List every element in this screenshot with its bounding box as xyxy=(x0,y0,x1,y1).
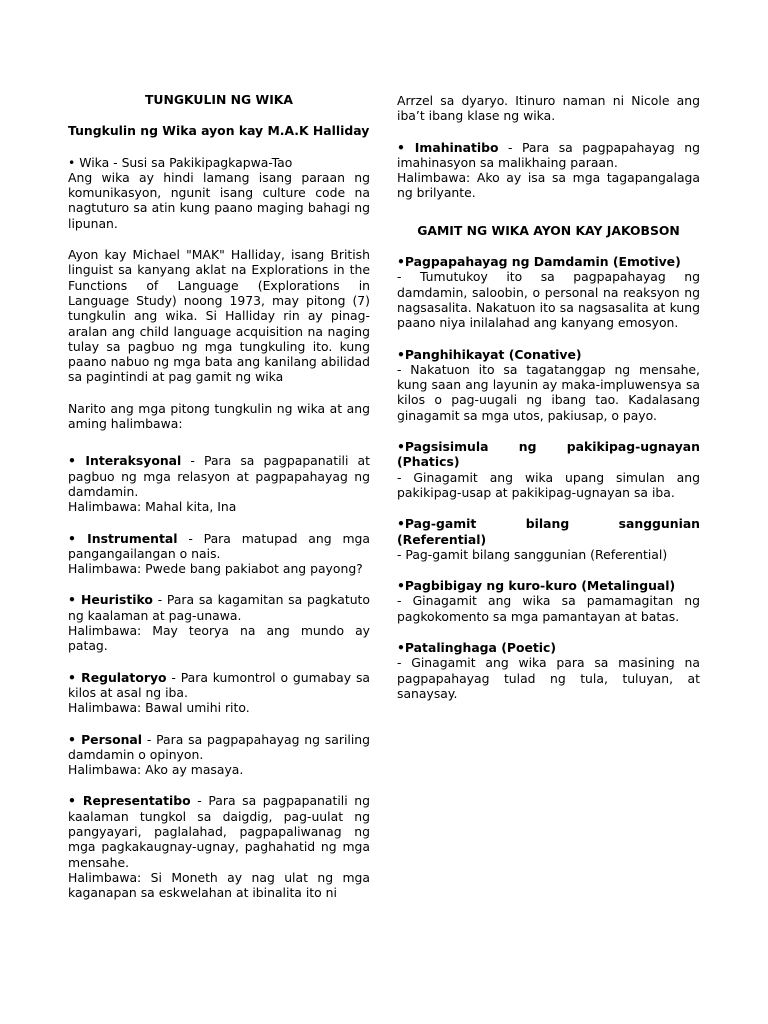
list-item-referential xyxy=(397,516,700,562)
term-example: Halimbawa: Ako ay masaya. xyxy=(68,762,244,778)
list-item-instrumental xyxy=(68,531,370,577)
term-label: • Imahinatibo xyxy=(397,139,499,155)
list-item-interaksyonal xyxy=(68,453,370,514)
term-example: Halimbawa: Si Moneth ay nag ulat ng mga kaganapan sa eskwelahan at ibinalita ito ni xyxy=(68,869,370,901)
section-subtitle: Tungkulin ng Wika ayon kay M.A.K Halliday xyxy=(68,123,370,139)
list-item-phatics xyxy=(397,439,700,500)
list-item-metalingual xyxy=(397,578,700,624)
key-bullet: • Wika - Susi sa Pakikipagkapwa-Tao xyxy=(68,154,293,170)
term-description: - Para kumontrol o gumabay sa kilos at asal ng iba. xyxy=(68,669,370,700)
term-label: •Pagbibigay ng kuro-kuro (Metalingual) xyxy=(397,578,676,594)
term-description: - Ginagamit ang wika para sa masining na pagpapahayag tulad ng tula, tuluyan, at sanaysay. xyxy=(397,655,700,701)
intro-paragraph: Ang wika ay hindi lamang isang paraan ng komunikasyon, ngunit isang culture code na nagtuturo sa atin kung paano maging bahagi ng lipunan. xyxy=(68,169,370,231)
halliday-paragraph: Ayon kay Michael "MAK" Halliday, isang British linguist sa kanyang aklat na Explorations in the Functions of Language (Explorations in Language Study) noong 1973, may pitong (7) tungkulin ang wika. Si Halliday rin ay pinag-aralan ang child language acquisition na naging tulay sa pagbuo ng mga tungkuling ito. kung paano nabuo ng mga bata ang kanilang abilidad sa pagintindi at pag gamit ng wika xyxy=(68,247,370,385)
list-item-imahinatibo xyxy=(397,140,700,201)
list-item-heuristiko xyxy=(68,592,370,653)
term-description: - Ginagamit ang wika upang simulan ang pakikipag-usap at pakikipag-ugnayan sa iba. xyxy=(397,469,700,500)
term-description: - Nakatuon ito sa tagatanggap ng mensahe, kung saan ang layunin ay maka-impluwensya sa kilos o pag-uugali ng ibang tao. Kadalasang ginagamit sa mga utos, pakiusap, o payo. xyxy=(397,361,700,423)
term-description: - Para sa pagpapahayag ng sariling damdamin o opinyon. xyxy=(68,731,370,762)
term-label: • Heuristiko xyxy=(68,592,153,608)
term-example: Halimbawa: May teorya na ang mundo ay patag. xyxy=(68,623,370,654)
term-label: • Regulatoryo xyxy=(68,669,167,685)
list-item-regulatoryo xyxy=(68,670,370,716)
term-label: • Representatibo xyxy=(68,793,191,809)
term-label: • Interaksyonal xyxy=(68,453,182,469)
list-item-emotive xyxy=(397,254,700,330)
term-description: - Para sa kagamitan sa pagkatuto ng kaalaman at pag-unawa. xyxy=(68,592,370,623)
term-label: •Pagpapahayag ng Damdamin (Emotive) xyxy=(397,254,681,270)
term-description: - Para sa pagpapanatili at pagbuo ng mga relasyon at pagpapahayag ng damdamin. xyxy=(68,453,370,499)
term-description: - Tumutukoy ito sa pagpapahayag ng damdamin, saloobin, o personal na reaksyon ng nagsasalita. Nakatuon ito sa nagsasalita at kung paano niya inilalahad ang kanyang emosyon. xyxy=(397,269,700,331)
term-description: - Para sa pagpapanatili ng kaalaman tungkol sa daigdig, pag-uulat ng pangyayari, paglalahad, pagpapaliwanag ng mga pagkakaugnay-ugnay, paghahatid ng mga mensahe. xyxy=(68,793,371,870)
term-description: - Para sa pagpapahayag ng imahinasyon sa malikhaing paraan. xyxy=(397,139,700,170)
term-label: • Personal xyxy=(68,731,143,747)
term-label: • Instrumental xyxy=(68,530,178,546)
list-item-poetic xyxy=(397,640,700,701)
term-example: Halimbawa: Bawal umihi rito. xyxy=(68,700,250,716)
list-item-personal xyxy=(68,732,370,778)
term-description: - Ginagamit ang wika sa pamamagitan ng pagkokomento sa mga pamantayan at batas. xyxy=(397,593,700,624)
term-label: •Patalinghaga (Poetic) xyxy=(397,640,557,656)
term-example: Halimbawa: Mahal kita, Ina xyxy=(68,499,237,515)
continued-text: Arrzel sa dyaryo. Itinuro naman ni Nicole ang iba’t ibang klase ng wika. xyxy=(397,93,700,124)
page-title: TUNGKULIN NG WIKA xyxy=(144,92,293,107)
term-label: •Pag-gamit bilang sanggunian (Referential) xyxy=(397,516,700,547)
list-item-conative xyxy=(397,347,700,423)
right-column xyxy=(397,93,700,701)
term-example: Halimbawa: Pwede bang pakiabot ang payong? xyxy=(68,561,363,577)
term-description: - Pag-gamit bilang sanggunian (Referential) xyxy=(397,546,668,562)
list-intro-paragraph: Narito ang mga pitong tungkulin ng wika at ang aming halimbawa: xyxy=(68,400,370,432)
term-label: •Pagsisimula ng pakikipag-ugnayan (Phatics) xyxy=(397,439,700,470)
term-example: Halimbawa: Ako ay isa sa mga tagapangalaga ng brilyante. xyxy=(397,170,700,201)
left-column xyxy=(68,92,370,900)
list-item-representatibo xyxy=(68,793,370,900)
term-label: •Panghihikayat (Conative) xyxy=(397,346,582,362)
section-heading: GAMIT NG WIKA AYON KAY JAKOBSON xyxy=(417,222,680,238)
term-description: - Para matupad ang mga pangangailangan o nais. xyxy=(68,530,370,561)
